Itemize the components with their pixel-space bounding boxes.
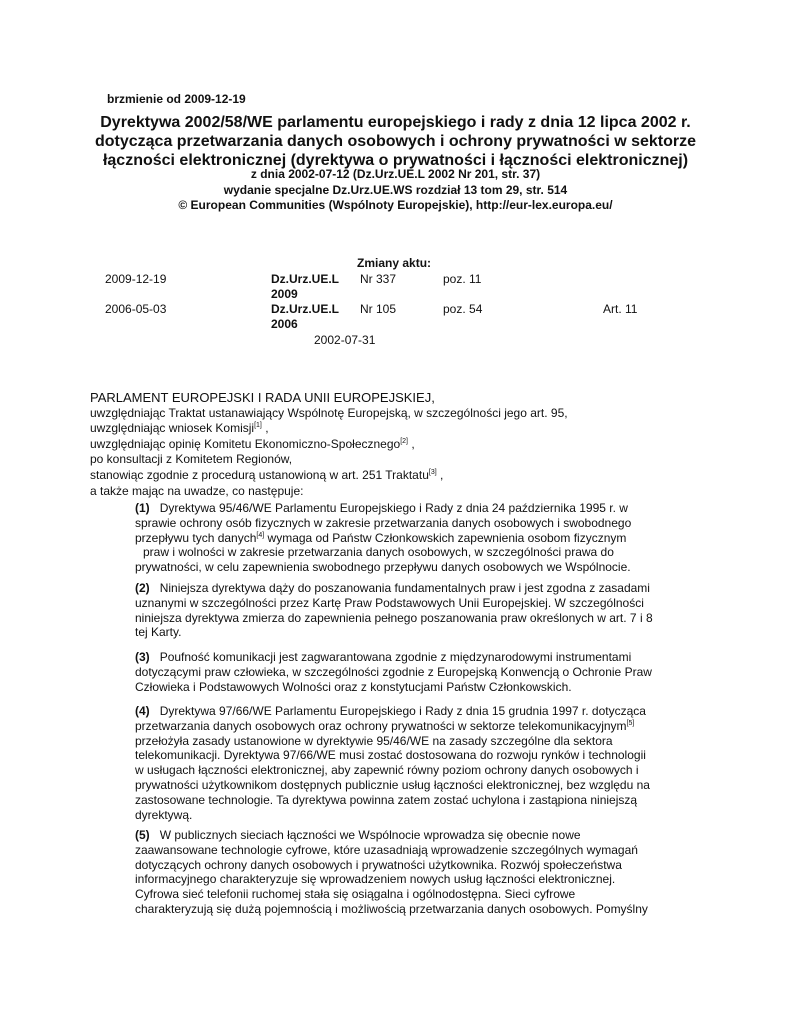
recital-text: Dyrektywa 95/46/WE Parlamentu Europejskiego i Rady z dnia 24 października 1995 r. w bbox=[159, 501, 628, 515]
recital-line bbox=[135, 704, 705, 719]
footnote-ref[interactable]: [3] bbox=[428, 468, 437, 476]
recital-line bbox=[135, 501, 705, 516]
recital-line bbox=[135, 719, 705, 734]
recital-line: zaawansowane technologie cyfrowe, które uzasadniają wprowadzenie szczególnych wymagań bbox=[135, 842, 638, 857]
preamble-line: PARLAMENT EUROPEJSKI I RADA UNII EUROPEJSKIEJ, bbox=[90, 390, 435, 405]
version-date: brzmienie od 2009-12-19 bbox=[107, 92, 246, 106]
publication-line: z dnia 2002-07-12 (Dz.Urz.UE.L 2002 Nr 201, str. 37) bbox=[250, 167, 541, 181]
recital-1 bbox=[135, 501, 705, 575]
recital-line: charakteryzują się dużą pojemnością i możliwością przetwarzania danych osobowych. Pomyślny bbox=[135, 901, 648, 916]
recital-line: prywatności, w celu zapewnienia swobodnego przepływu danych osobowych we Wspólnocie. bbox=[135, 560, 631, 575]
recital-line: tej Karty. bbox=[135, 625, 182, 640]
recital-text: W publicznych sieciach łączności we Wspólnocie wprowadza się obecnie nowe bbox=[159, 828, 581, 842]
recital-text: przepływu tych danych bbox=[135, 530, 257, 545]
recital-number: (4) bbox=[135, 704, 150, 718]
amendment-journal: Dz.Urz.UE.L bbox=[271, 302, 340, 316]
recital-line bbox=[135, 531, 705, 546]
recital-text: przetwarzania danych osobowych oraz ochrony prywatności w sektorze telekomunikacyjnym bbox=[135, 718, 627, 733]
amendment-date: 2006-05-03 bbox=[105, 302, 167, 316]
preamble-text: uwzględniając wniosek Komisji bbox=[90, 421, 255, 436]
amendment-year: 2009 bbox=[271, 287, 298, 301]
recital-line bbox=[135, 581, 705, 596]
preamble-text: , bbox=[407, 436, 415, 451]
preamble-line bbox=[90, 468, 568, 484]
preamble-line: po konsultacji z Komitetem Regionów, bbox=[90, 452, 293, 467]
recital-line: prywatności użytkownikom dostępnych publicznie usług łączności elektronicznej, bez względu na bbox=[135, 777, 650, 792]
preamble-text: , bbox=[436, 467, 444, 482]
recital-text: Niniejsza dyrektywa dąży do poszanowania fundamentalnych praw i jest zgodna z zasadami bbox=[159, 581, 650, 595]
special-edition-line: wydanie specjalne Dz.Urz.UE.WS rozdział 13 tom 29, str. 514 bbox=[223, 183, 568, 197]
preamble bbox=[90, 390, 568, 499]
recital-5 bbox=[135, 828, 705, 917]
preamble-text: uwzględniając opinię Komitetu Ekonomiczno-Społecznego bbox=[90, 436, 401, 451]
recital-text: Dyrektywa 97/66/WE Parlamentu Europejskiego i Rady z dnia 15 grudnia 1997 r. dotycząca bbox=[159, 704, 646, 718]
amendment-extra-date: 2002-07-31 bbox=[314, 333, 376, 347]
recital-line: informacyjnego charakteryzuje się wprowadzeniem nowych usług łączności elektronicznej. bbox=[135, 872, 616, 887]
footnote-ref[interactable]: [1] bbox=[254, 422, 262, 430]
recital-line: Człowieka i Podstawowych Wolności oraz z konstytucjami Państw Członkowskich. bbox=[135, 679, 572, 694]
recital-line: telekomunikacji. Dyrektywa 97/66/WE musi zostać dostosowana do rozwoju rynków i technologii bbox=[135, 748, 646, 763]
amendment-article: Art. 11 bbox=[603, 302, 638, 316]
recital-line: sprawie ochrony osób fizycznych w zakresie przetwarzania danych osobowych i swobodnego bbox=[135, 515, 632, 530]
document-title-line-1: Dyrektywa 2002/58/WE parlamentu europejskiego i rady z dnia 12 lipca 2002 r. bbox=[100, 114, 691, 131]
footnote-ref[interactable]: [5] bbox=[626, 719, 635, 727]
footnote-ref[interactable]: [4] bbox=[256, 531, 265, 539]
recital-line: zastosowane technologie. Ta dyrektywa powinna zatem zostać uchylona i zastąpiona niniejszą bbox=[135, 792, 638, 807]
recital-line: dotyczącymi praw człowieka, w szczególności zgodnie z Europejską Konwencją o Ochronie Praw bbox=[135, 664, 652, 679]
recital-number: (1) bbox=[135, 501, 150, 515]
recital-number: (2) bbox=[135, 581, 150, 595]
document-title-line-2: dotycząca przetwarzania danych osobowych i ochrony prywatności w sektorze bbox=[94, 133, 697, 150]
recital-line: dotyczących ochrony danych osobowych i prywatności użytkownika. Rozwój społeczeństwa bbox=[135, 857, 622, 872]
amendment-number: Nr 337 bbox=[360, 272, 397, 286]
amendments-heading: Zmiany aktu: bbox=[357, 256, 432, 270]
preamble-line bbox=[90, 437, 568, 453]
preamble-text: , bbox=[261, 421, 269, 436]
copyright-line: © European Communities (Wspólnoty Europejskie), http://eur-lex.europa.eu/ bbox=[178, 198, 613, 212]
document-title-line-3: łączności elektronicznej (dyrektywa o prywatności i łączności elektronicznej) bbox=[102, 152, 689, 169]
recital-text: wymaga od Państw Członkowskich zapewnienia osobom fizycznym bbox=[264, 530, 627, 545]
preamble-line: a także mając na uwadze, co następuje: bbox=[90, 483, 304, 498]
recital-4 bbox=[135, 704, 705, 822]
preamble-line: uwzględniając Traktat ustanawiający Wspólnotę Europejską, w szczególności jego art. 95, bbox=[90, 405, 568, 420]
amendment-year: 2006 bbox=[271, 317, 298, 331]
preamble-text: stanowiąc zgodnie z procedurą ustanowioną w art. 251 Traktatu bbox=[90, 467, 429, 482]
recital-line: niniejsza dyrektywa zmierza do zapewnienia pełnego poszanowania praw określonych w art. 7 i 8 bbox=[135, 610, 653, 625]
recital-3 bbox=[135, 650, 705, 694]
preamble-line bbox=[90, 421, 568, 437]
footnote-ref[interactable]: [2] bbox=[400, 437, 408, 445]
amendment-date: 2009-12-19 bbox=[105, 272, 167, 286]
recital-line bbox=[135, 828, 705, 843]
recital-line: Cyfrowa sieć telefonii ruchomej stała się osiągalna i ogólnodostępna. Sieci cyfrowe bbox=[135, 887, 576, 902]
amendment-number: Nr 105 bbox=[360, 302, 397, 316]
recital-line bbox=[135, 650, 705, 665]
recital-line: przełożyła zasady ustanowione w dyrektywie 95/46/WE na zasady szczególne dla sektora bbox=[135, 733, 613, 748]
recital-line: w usługach łączności elektronicznej, aby zapewnić równy poziom ochrony danych osobowych i bbox=[135, 763, 639, 778]
recital-2 bbox=[135, 581, 705, 640]
amendment-journal: Dz.Urz.UE.L bbox=[271, 272, 340, 286]
recital-text: Poufność komunikacji jest zagwarantowana zgodnie z międzynarodowymi instrumentami bbox=[159, 650, 632, 664]
amendment-position: poz. 11 bbox=[443, 272, 482, 286]
recital-line: uznanymi w szczególności przez Kartę Praw Podstawowych Unii Europejskiej. W szczególności bbox=[135, 595, 644, 610]
amendment-position: poz. 54 bbox=[443, 302, 483, 316]
recital-line: praw i wolności w zakresie przetwarzania danych osobowych, w szczególności prawa do bbox=[143, 545, 614, 560]
recital-line: dyrektywą. bbox=[135, 807, 193, 822]
recital-number: (5) bbox=[135, 828, 150, 842]
recital-number: (3) bbox=[135, 650, 150, 664]
